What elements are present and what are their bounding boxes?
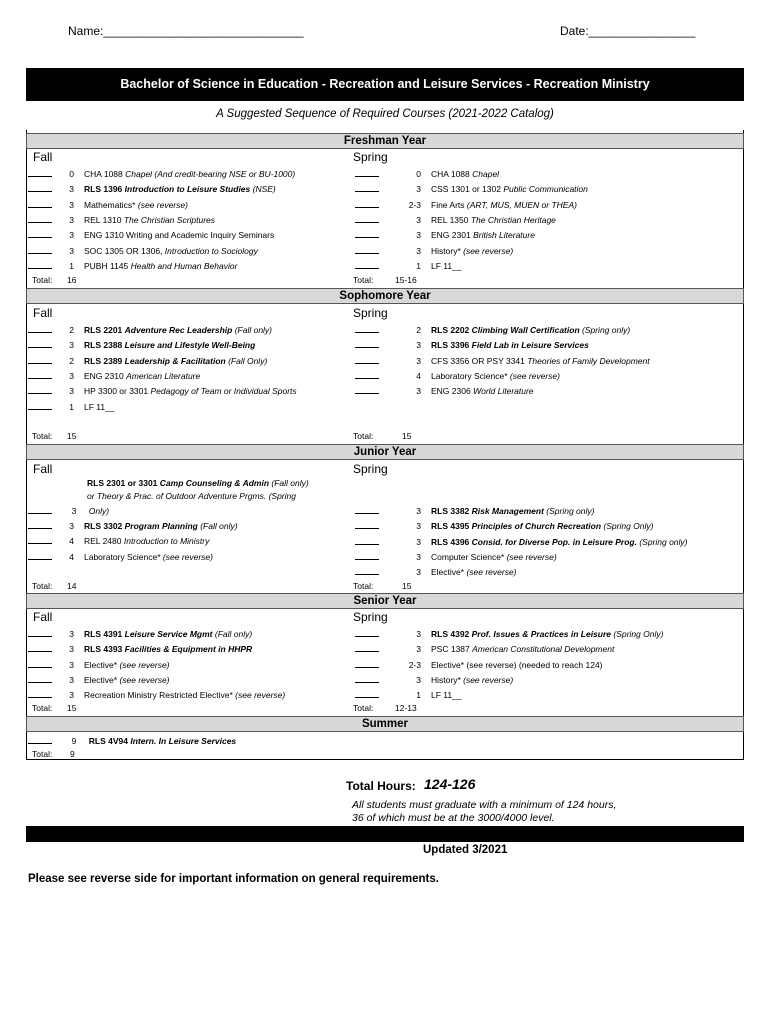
- course-title: Program Planning: [124, 521, 198, 531]
- freshman-fall-total-label: Total:: [32, 275, 53, 285]
- summer-total: 9: [70, 749, 75, 759]
- course-row: [28, 550, 213, 562]
- course-title: Field Lab in Leisure Services: [471, 340, 589, 351]
- course-title: (see reverse): [162, 551, 213, 562]
- course-title: The Christian Heritage: [470, 214, 556, 225]
- course-hours: 2: [69, 325, 74, 335]
- hours-blank[interactable]: [28, 167, 52, 177]
- course-code: RLS 4392: [431, 629, 472, 639]
- course-hours: 3: [416, 184, 421, 195]
- senior-spring-label: Spring: [353, 610, 388, 624]
- course-hours: 3: [416, 629, 421, 639]
- junior-fall-first-row: 3 Only): [28, 504, 109, 516]
- course-note: (Fall only): [212, 629, 253, 639]
- course-row: [28, 259, 237, 271]
- freshman-fall-total: 16: [67, 275, 77, 285]
- hours-blank[interactable]: [355, 338, 379, 348]
- course-row: [28, 384, 297, 396]
- course-note: (Spring Only): [611, 629, 664, 639]
- course-row: [355, 519, 654, 531]
- course-row: [355, 259, 462, 271]
- freshman-spring-total: 15-16: [395, 275, 417, 285]
- course-note: (Spring only): [543, 506, 595, 516]
- hours-blank[interactable]: [28, 673, 52, 683]
- course-title: Chapel: [472, 169, 500, 179]
- hours-blank[interactable]: [355, 167, 379, 177]
- junior-fall-first-line2: or Theory & Prac. of Outdoor Adventure Prgms. (Spring: [87, 491, 296, 501]
- hours-blank[interactable]: [28, 354, 52, 364]
- course-row: [28, 182, 276, 194]
- course-title: American Constitutional Development: [472, 644, 615, 655]
- hours-blank[interactable]: [28, 182, 52, 192]
- course-row: [355, 384, 534, 396]
- course-code: ENG 1310 Writing and Academic Inquiry Seminars: [84, 230, 275, 241]
- summer-band: Summer: [26, 716, 744, 732]
- hours-blank[interactable]: [355, 673, 379, 683]
- course-hours: 4: [416, 370, 421, 381]
- sophomore-fall-label: Fall: [33, 306, 53, 320]
- course-title: Theories of Family Development: [527, 355, 650, 366]
- hours-blank[interactable]: [28, 627, 52, 637]
- hours-blank[interactable]: [355, 627, 379, 637]
- course-code: PSC 1387: [431, 644, 473, 655]
- course-hours: 2-3: [408, 659, 421, 670]
- course-code: Elective*: [84, 674, 120, 685]
- course-row: [355, 182, 588, 194]
- hours-blank[interactable]: [355, 354, 379, 364]
- course-title: The Christian Scriptures: [123, 214, 216, 225]
- course-row: [355, 198, 577, 210]
- course-title: (see reverse): [235, 690, 286, 701]
- course-title: Pedagogy of Team or Individual Sports: [150, 386, 297, 397]
- senior-fall-total-label: Total:: [32, 703, 53, 713]
- course-title: (see reverse): [119, 659, 170, 670]
- course-row: [28, 167, 295, 179]
- footer-bar: [26, 826, 744, 842]
- course-code: HP 3300 or 3301: [84, 386, 151, 397]
- summer-total-label: Total:: [32, 749, 53, 759]
- junior-band: Junior Year: [26, 444, 744, 460]
- bottom-border: [26, 759, 744, 760]
- course-code: Elective*: [431, 567, 467, 578]
- course-code: History*: [431, 674, 464, 685]
- course-code: LF 11__: [431, 690, 462, 701]
- course-code: Laboratory Science*: [431, 370, 510, 381]
- course-hours: 3: [416, 245, 421, 256]
- course-hours: 3: [416, 214, 421, 225]
- course-title: Leisure Service Mgmt: [124, 629, 213, 639]
- course-code: RLS 3302: [84, 521, 125, 531]
- course-hours: 3: [69, 644, 74, 655]
- hours-blank[interactable]: [355, 565, 379, 575]
- course-hours: 4: [69, 536, 74, 547]
- course-hours: 2-3: [408, 199, 421, 210]
- course-row: [28, 642, 252, 654]
- name-field-label[interactable]: Name:______________________________: [68, 24, 304, 38]
- course-title: Introduction to Leisure Studies: [124, 184, 251, 195]
- course-title: British Literature: [473, 230, 535, 241]
- course-code: REL 1310: [84, 214, 124, 225]
- course-code: RLS 4393: [84, 644, 125, 655]
- page-title: Bachelor of Science in Education - Recreation and Leisure Services - Recreation Ministry: [120, 77, 650, 91]
- course-row: [28, 198, 188, 210]
- course-code: CSS 1301 or 1302: [431, 184, 504, 195]
- hours-blank[interactable]: [28, 642, 52, 652]
- course-title: Leadership & Facilitation: [124, 355, 226, 366]
- course-row: [28, 534, 209, 546]
- course-title: Health and Human Behavior: [130, 260, 238, 271]
- course-code: Fine Arts: [431, 199, 467, 210]
- course-title: Prof. Issues & Practices in Leisure: [471, 629, 612, 639]
- course-title: (see reverse): [119, 674, 170, 685]
- course-title: Introduction to Sociology: [164, 245, 258, 256]
- sophomore-spring-total-label: Total:: [353, 431, 374, 441]
- course-code: RLS 2389: [84, 355, 125, 366]
- course-row: [28, 400, 115, 412]
- course-code: RLS 1396: [84, 184, 125, 195]
- course-hours: 3: [416, 644, 421, 655]
- hours-blank[interactable]: [355, 384, 379, 394]
- junior-fall-first-line1: RLS 2301 or 3301 Camp Counseling & Admin (Fall only): [87, 478, 309, 488]
- course-code: History*: [431, 245, 464, 256]
- course-code: ENG 2310: [84, 370, 127, 381]
- hours-blank[interactable]: [28, 323, 52, 333]
- sophomore-band: Sophomore Year: [26, 288, 744, 304]
- course-row: [28, 627, 252, 639]
- course-code: RLS 4395: [431, 521, 472, 532]
- course-row: [355, 535, 688, 547]
- hours-blank[interactable]: [355, 198, 379, 208]
- course-title: Chapel (And credit-bearing NSE or BU-1000): [125, 169, 296, 179]
- course-hours: 1: [69, 401, 74, 412]
- course-title: (see reverse): [509, 370, 560, 381]
- hours-blank[interactable]: [28, 384, 52, 394]
- course-code: RLS 2388: [84, 340, 125, 351]
- course-row: [355, 688, 462, 700]
- course-hours: 3: [416, 355, 421, 366]
- course-title: (see reverse): [506, 551, 557, 562]
- course-hours: 3: [69, 184, 74, 195]
- course-code: CHA 1088: [84, 169, 126, 179]
- course-title: Consid. for Diverse Pop. in Leisure Prog.: [471, 536, 637, 547]
- course-code: REL 1350: [431, 214, 471, 225]
- course-hours: 2: [69, 355, 74, 366]
- sophomore-spring-total: 15: [402, 431, 412, 441]
- freshman-band: Freshman Year: [26, 133, 744, 149]
- course-hours: 3: [69, 245, 74, 256]
- course-code: LF 11__: [84, 401, 115, 412]
- course-hours: 3: [416, 386, 421, 397]
- hours-blank[interactable]: [355, 658, 379, 668]
- course-row: [355, 323, 630, 335]
- course-hours: 3: [69, 629, 74, 639]
- course-hours: 3: [69, 214, 74, 225]
- course-row: [28, 338, 255, 350]
- hours-blank[interactable]: [28, 550, 52, 560]
- course-note: (Fall Only): [225, 355, 268, 366]
- course-title: (see reverse): [463, 245, 514, 256]
- hours-blank[interactable]: [28, 198, 52, 208]
- course-code: RLS 4391: [84, 629, 125, 639]
- hours-blank[interactable]: [28, 369, 52, 379]
- course-title: Risk Management: [471, 506, 544, 516]
- course-hours: 3: [416, 567, 421, 578]
- course-hours: 3: [416, 536, 421, 547]
- course-title: Leisure and Lifestyle Well-Being: [124, 340, 256, 351]
- course-hours: 3: [416, 521, 421, 532]
- hours-blank[interactable]: [355, 519, 379, 529]
- hours-blank[interactable]: [28, 259, 52, 269]
- course-row: [355, 244, 513, 256]
- hours-blank[interactable]: [28, 504, 52, 514]
- course-code: RLS 3382: [431, 506, 472, 516]
- course-hours: 3: [416, 551, 421, 562]
- hours-blank[interactable]: [355, 369, 379, 379]
- hours-blank[interactable]: [355, 259, 379, 269]
- course-note: (Spring only): [636, 536, 688, 547]
- course-row: [28, 519, 238, 531]
- course-title: Climbing Wall Certification: [471, 325, 580, 335]
- hours-blank[interactable]: [355, 688, 379, 698]
- hours-blank[interactable]: [355, 550, 379, 560]
- course-code: Elective* (see reverse) (needed to reach 124): [431, 659, 603, 670]
- junior-fall-label: Fall: [33, 462, 53, 476]
- course-note: (NSE): [250, 184, 276, 195]
- course-hours: 3: [69, 659, 74, 670]
- summer-row: 9 RLS 4V94 Intern. In Leisure Services: [28, 734, 236, 746]
- hours-blank[interactable]: [28, 658, 52, 668]
- course-title: (see reverse): [137, 199, 188, 210]
- course-hours: 1: [416, 690, 421, 701]
- course-note: (Spring only): [579, 325, 631, 335]
- course-row: [28, 688, 285, 700]
- course-code: Mathematics*: [84, 199, 138, 210]
- hours-blank[interactable]: [355, 642, 379, 652]
- course-row: [355, 338, 589, 350]
- hours-blank[interactable]: [355, 323, 379, 333]
- course-row: [355, 673, 513, 685]
- hours-blank[interactable]: [28, 338, 52, 348]
- total-hours-label: Total Hours:: [346, 779, 416, 793]
- course-code: RLS 4396: [431, 536, 472, 547]
- course-title: (see reverse): [466, 567, 517, 578]
- senior-fall-label: Fall: [33, 610, 53, 624]
- course-code: CFS 3356 OR PSY 3341: [431, 355, 528, 366]
- course-hours: 0: [69, 169, 74, 179]
- course-code: RLS 3396: [431, 340, 472, 351]
- course-hours: 3: [416, 674, 421, 685]
- course-row: [28, 213, 215, 225]
- hours-blank[interactable]: [355, 535, 379, 545]
- hours-blank[interactable]: [28, 534, 52, 544]
- course-note: (Fall only): [197, 521, 238, 531]
- course-title: Principles of Church Recreation: [471, 521, 602, 532]
- hours-blank[interactable]: [28, 213, 52, 223]
- senior-band: Senior Year: [26, 593, 744, 609]
- course-hours: 0: [416, 169, 421, 179]
- hours-blank[interactable]: [28, 519, 52, 529]
- course-title: (see reverse): [463, 674, 514, 685]
- hours-blank[interactable]: [355, 504, 379, 514]
- course-hours: 4: [69, 551, 74, 562]
- course-code: REL 2480: [84, 536, 124, 547]
- course-note: (Spring Only): [601, 521, 654, 532]
- course-hours: 3: [69, 674, 74, 685]
- junior-spring-label: Spring: [353, 462, 388, 476]
- course-title: American Literature: [126, 370, 201, 381]
- course-row: [28, 369, 200, 381]
- hours-blank[interactable]: [28, 734, 52, 744]
- course-code: SOC 1305 OR 1306,: [84, 245, 165, 256]
- course-code: ENG 2306: [431, 386, 474, 397]
- course-title: Public Communication: [503, 184, 588, 195]
- hours-blank[interactable]: [355, 228, 379, 238]
- graduation-note-line2: 36 of which must be at the 3000/4000 level.: [352, 812, 555, 824]
- course-code: RLS 2202: [431, 325, 472, 335]
- course-row: [355, 354, 650, 366]
- course-hours: 3: [69, 370, 74, 381]
- course-row: [28, 658, 170, 670]
- course-code: Laboratory Science*: [84, 551, 163, 562]
- course-hours: 3: [69, 340, 74, 351]
- course-title: Introduction to Ministry: [123, 536, 210, 547]
- sophomore-spring-label: Spring: [353, 306, 388, 320]
- senior-spring-total: 12-13: [395, 703, 417, 713]
- course-hours: 3: [69, 690, 74, 701]
- freshman-spring-total-label: Total:: [353, 275, 374, 285]
- course-row: [355, 167, 499, 179]
- freshman-spring-label: Spring: [353, 150, 388, 164]
- course-row: [28, 673, 170, 685]
- course-code: Recreation Ministry Restricted Elective*: [84, 690, 236, 701]
- course-title: (ART, MUS, MUEN or THEA): [466, 199, 577, 210]
- course-hours: 3: [416, 506, 421, 516]
- footer-note: Please see reverse side for important information on general requirements.: [28, 873, 439, 885]
- sophomore-fall-total: 15: [67, 431, 77, 441]
- course-title: Facilities & Equipment in HHPR: [124, 644, 253, 655]
- course-code: PUBH 1145: [84, 260, 131, 271]
- course-row: [355, 642, 614, 654]
- course-row: [355, 565, 517, 577]
- course-row: [355, 627, 663, 639]
- course-code: Elective*: [84, 659, 120, 670]
- course-hours: 3: [69, 521, 74, 531]
- hours-blank[interactable]: [28, 688, 52, 698]
- junior-spring-total: 15: [402, 581, 412, 591]
- course-row: [355, 369, 560, 381]
- course-row: [355, 550, 557, 562]
- senior-fall-total: 15: [67, 703, 77, 713]
- freshman-fall-label: Fall: [33, 150, 53, 164]
- course-row: [355, 228, 535, 240]
- course-code: Computer Science*: [431, 551, 507, 562]
- course-row: [28, 323, 272, 335]
- course-code: ENG 2301: [431, 230, 474, 241]
- course-row: [355, 658, 603, 670]
- title-bar: [26, 68, 744, 101]
- junior-fall-total: 14: [67, 581, 77, 591]
- updated-date: Updated 3/2021: [423, 844, 508, 856]
- date-field-label[interactable]: Date:________________: [560, 24, 696, 38]
- course-hours: 3: [416, 230, 421, 241]
- course-hours: 3: [69, 386, 74, 397]
- sophomore-fall-total-label: Total:: [32, 431, 53, 441]
- course-hours: 3: [416, 340, 421, 351]
- hours-blank[interactable]: [28, 244, 52, 254]
- course-hours: 2: [416, 325, 421, 335]
- junior-fall-total-label: Total:: [32, 581, 53, 591]
- page-subtitle: A Suggested Sequence of Required Courses (2021-2022 Catalog): [216, 108, 554, 120]
- junior-spring-total-label: Total:: [353, 581, 374, 591]
- course-row: [355, 213, 556, 225]
- course-title: Adventure Rec Leadership: [124, 325, 233, 335]
- hours-blank[interactable]: [28, 228, 52, 238]
- hours-blank[interactable]: [355, 213, 379, 223]
- course-row: [28, 354, 267, 366]
- course-code: CHA 1088: [431, 169, 473, 179]
- senior-spring-total-label: Total:: [353, 703, 374, 713]
- course-title: World Literature: [473, 386, 534, 397]
- total-hours-value: 124-126: [424, 776, 476, 792]
- course-hours: 1: [69, 260, 74, 271]
- course-code: RLS 2201: [84, 325, 125, 335]
- course-code: LF 11__: [431, 260, 462, 271]
- hours-blank[interactable]: [355, 244, 379, 254]
- course-hours: 1: [416, 260, 421, 271]
- hours-blank[interactable]: [355, 182, 379, 192]
- course-row: [28, 244, 258, 256]
- course-hours: 3: [69, 230, 74, 241]
- course-hours: 3: [69, 199, 74, 210]
- graduation-note-line1: All students must graduate with a minimum of 124 hours,: [352, 799, 617, 811]
- course-note: (Fall only): [232, 325, 273, 335]
- hours-blank[interactable]: [28, 400, 52, 410]
- course-row: [28, 228, 274, 240]
- course-row: [355, 504, 594, 516]
